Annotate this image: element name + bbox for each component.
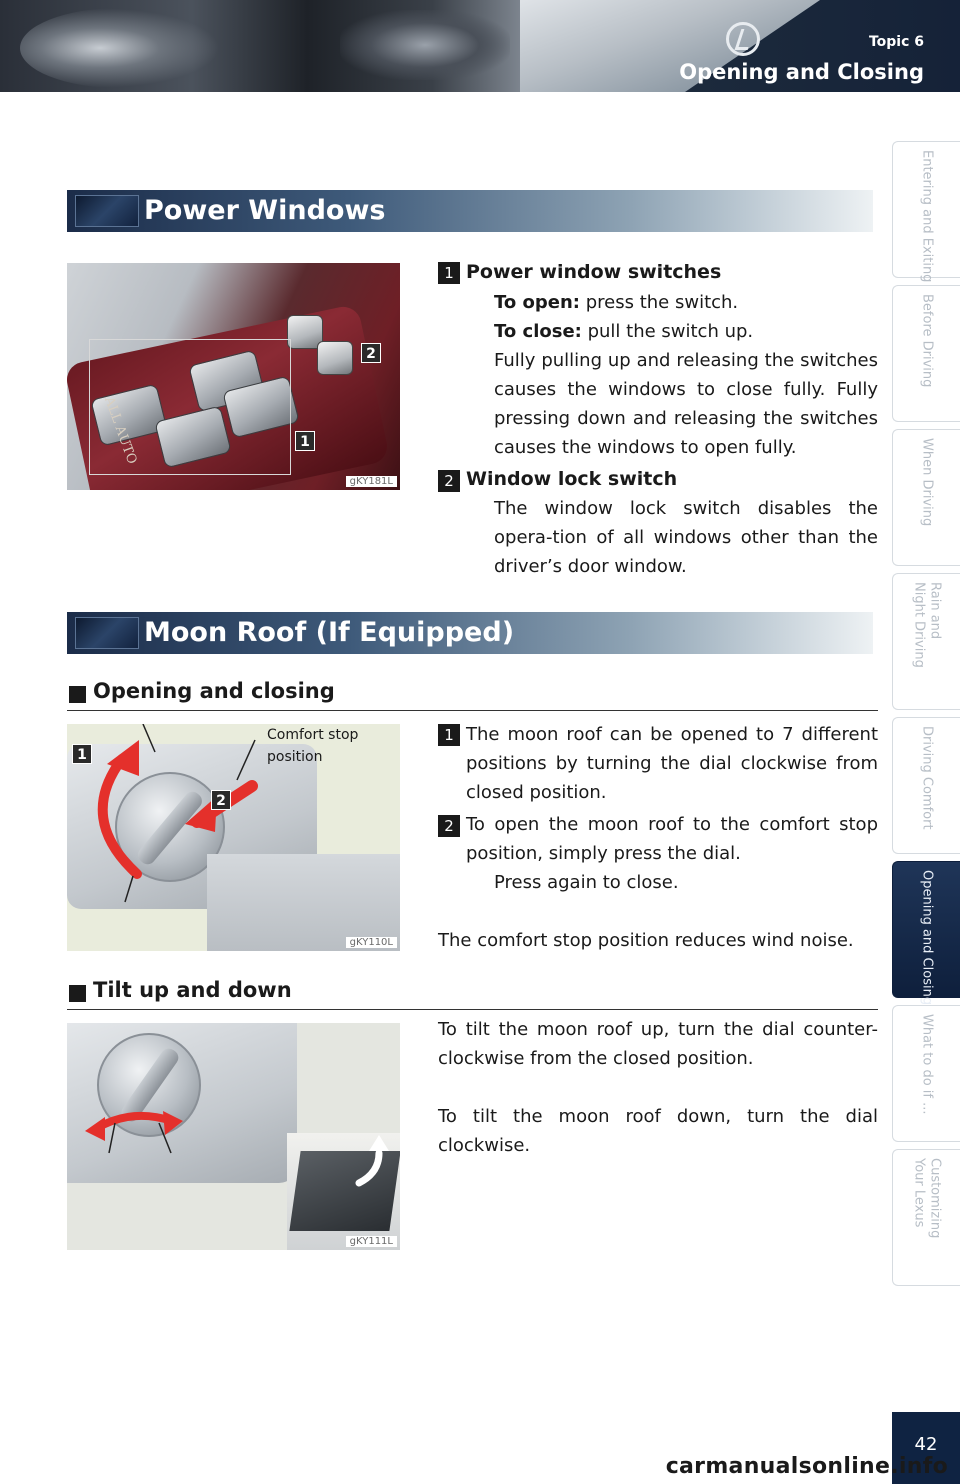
callout-1: 1	[72, 744, 92, 764]
banner-headlight	[20, 8, 220, 88]
figure-code: gKY181L	[346, 476, 397, 487]
figure-code: gKY110L	[346, 937, 397, 948]
window-lock-detail: The window lock switch disables the opera-tion of all windows other than the driver’s door window.	[494, 498, 878, 577]
tab-label: Rain and Night Driving	[911, 582, 943, 668]
bullet-square-icon	[69, 686, 86, 703]
power-window-switches-figure	[67, 263, 400, 490]
window-lock-switch-heading: Window lock switch	[466, 468, 678, 490]
item-number-1: 1	[438, 262, 460, 284]
moon-roof-header	[67, 612, 873, 654]
tilt-heading: Tilt up and down	[93, 978, 292, 1002]
moon-roof-open-positions-text: The moon roof can be opened to 7 different positions by turning the dial clockwise from closed position.	[466, 724, 878, 803]
tilt-down-text: To tilt the moon roof down, turn the dial clockwise.	[438, 1106, 878, 1156]
callout-2: 2	[211, 790, 231, 810]
tilt-up-text: To tilt the moon roof up, turn the dial counter-clockwise from the closed position.	[438, 1019, 878, 1069]
comfort-stop-note: The comfort stop position reduces wind noise.	[438, 930, 854, 951]
header-banner	[0, 0, 960, 92]
tab-what-to-do-if[interactable]	[892, 1005, 960, 1142]
bullet-square-icon	[69, 985, 86, 1002]
page-number: 42	[914, 1434, 938, 1455]
tilt-subheader	[67, 976, 878, 1010]
figure-code: gKY111L	[346, 1236, 397, 1247]
moon-roof-title: Moon Roof (If Equipped)	[144, 617, 515, 648]
tab-label: Driving Comfort	[919, 726, 935, 830]
power-windows-title: Power Windows	[144, 195, 386, 226]
tab-driving-comfort[interactable]	[892, 717, 960, 854]
power-window-switches-heading: Power window switches	[466, 261, 722, 283]
tab-rain-and-night-driving[interactable]	[892, 573, 960, 710]
tab-label: When Driving	[919, 438, 935, 527]
opening-closing-subheader	[67, 677, 878, 711]
moon-item-number-2: 2	[438, 815, 460, 837]
section-chip	[75, 195, 139, 227]
lexus-emblem-icon	[726, 22, 760, 56]
to-open-line	[494, 288, 878, 317]
to-close-label: To close:	[494, 321, 582, 342]
tab-label: Before Driving	[919, 294, 935, 388]
tab-label: What to do if ...	[919, 1014, 935, 1115]
banner-dashboard	[340, 10, 510, 80]
section-title: Opening and Closing	[679, 60, 924, 84]
tab-customizing-your-lexus[interactable]	[892, 1149, 960, 1286]
tab-label: Entering and Exiting	[919, 150, 935, 283]
tab-label: Customizing Your Lexus	[911, 1158, 943, 1239]
section-chip	[75, 617, 139, 649]
opening-closing-heading: Opening and closing	[93, 679, 335, 703]
tab-when-driving[interactable]	[892, 429, 960, 566]
power-window-detail: Fully pulling up and releasing the switches causes the windows to close fully. Fully pressing down and releasing the switches causes the windows to open fully.	[494, 350, 878, 458]
item-number-2: 2	[438, 470, 460, 492]
tab-before-driving[interactable]	[892, 285, 960, 422]
comfort-stop-label: Comfort stop position	[267, 727, 359, 765]
all-auto-label: ALL AUTO	[101, 394, 140, 467]
to-close-text: pull the switch up.	[581, 321, 754, 342]
callout-1: 1	[295, 431, 315, 451]
moon-roof-tilt-figure	[67, 1023, 400, 1250]
moon-roof-dial-figure	[67, 724, 400, 951]
press-again-text: Press again to close.	[494, 872, 679, 893]
tab-label: Opening and Closing	[919, 870, 935, 1006]
to-open-text: press the switch.	[580, 292, 739, 313]
window-lock-button	[317, 341, 353, 375]
power-windows-header	[67, 190, 873, 232]
to-open-label: To open:	[494, 292, 580, 313]
moon-item-number-1: 1	[438, 724, 460, 746]
tab-opening-and-closing[interactable]	[892, 861, 960, 1006]
to-close-line	[494, 317, 878, 346]
tab-entering-and-exiting[interactable]	[892, 141, 960, 283]
comfort-stop-text: To open the moon roof to the comfort stop position, simply press the dial.	[466, 814, 878, 864]
callout-2: 2	[361, 343, 381, 363]
topic-label: Topic 6	[868, 34, 924, 50]
tilt-arrows-icon	[67, 1023, 400, 1250]
watermark: carmanualsonline.info	[665, 1454, 948, 1479]
